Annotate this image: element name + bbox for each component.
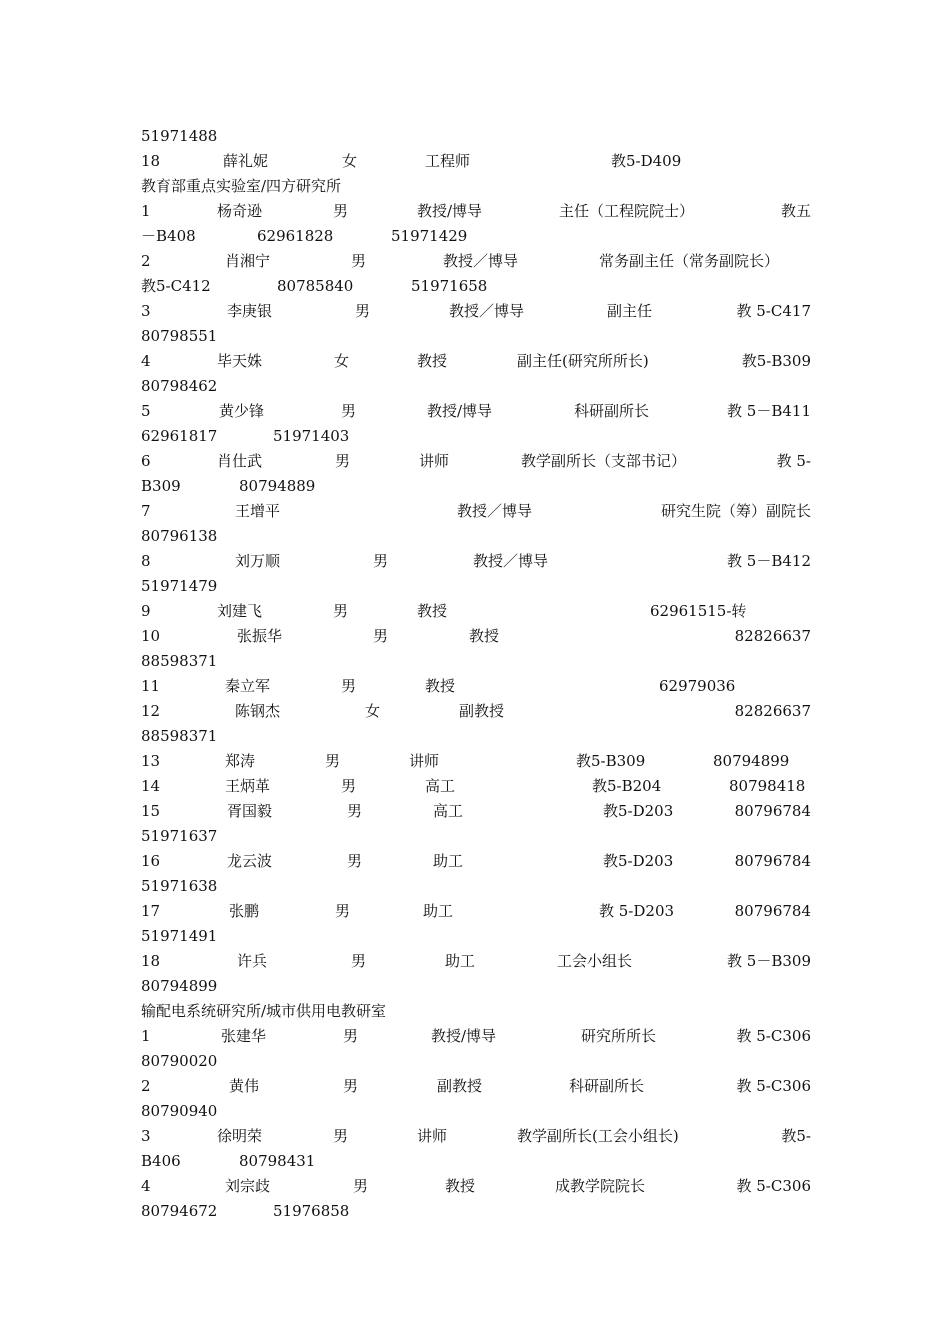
staff-row <box>141 299 811 324</box>
text-line <box>141 224 811 249</box>
text-line <box>141 524 811 549</box>
name: 许兵 <box>237 952 268 970</box>
gender: 男 <box>343 1027 359 1045</box>
name: 刘宗歧 <box>225 1177 271 1195</box>
index: 4 <box>141 1177 151 1195</box>
office: 教 5-D203 <box>599 902 675 920</box>
phone: 80796784 <box>734 902 811 920</box>
gender: 男 <box>341 777 357 795</box>
office: 教5-D203 <box>603 852 674 870</box>
name: 秦立军 <box>225 677 271 695</box>
text-line <box>141 924 811 949</box>
gender: 男 <box>347 802 363 820</box>
index: 3 <box>141 1127 151 1145</box>
phone: 80794899 <box>713 752 790 770</box>
staff-row <box>141 899 811 924</box>
phone: 80794672 <box>141 1202 218 1220</box>
phone: 62961817 <box>141 427 218 445</box>
index: 9 <box>141 602 151 620</box>
index: 12 <box>141 702 161 720</box>
section-title: 教育部重点实验室/四方研究所 <box>141 177 342 195</box>
office: 教5-D203 <box>603 802 674 820</box>
phone: 51971638 <box>141 877 218 895</box>
text-line <box>141 374 811 399</box>
position: 研究生院（筹）副院长 <box>660 502 811 520</box>
staff-row <box>141 699 811 724</box>
phone: 80798462 <box>141 377 218 395</box>
gender: 男 <box>343 1077 359 1095</box>
office: 教 5-C306 <box>736 1077 811 1095</box>
staff-row <box>141 1024 811 1049</box>
name: 胥国毅 <box>227 802 273 820</box>
name: 龙云波 <box>227 852 273 870</box>
index: 18 <box>141 152 161 170</box>
phone: 80790020 <box>141 1052 218 1070</box>
title: 助工 <box>445 952 476 970</box>
index: 8 <box>141 552 151 570</box>
index: 6 <box>141 452 151 470</box>
staff-row <box>141 674 811 699</box>
office: 教五 <box>780 202 811 220</box>
phone: 80790940 <box>141 1102 218 1120</box>
phone: 80785840 <box>277 277 354 295</box>
staff-row <box>141 849 811 874</box>
index: 1 <box>141 1027 151 1045</box>
staff-row <box>141 1174 811 1199</box>
position: 副主任 <box>607 302 653 320</box>
title: 讲师 <box>417 1127 448 1145</box>
title: 教授 <box>469 627 500 645</box>
title: 教授 <box>445 1177 476 1195</box>
text-line <box>141 1099 811 1124</box>
text-line <box>141 424 811 449</box>
index: 4 <box>141 352 151 370</box>
title: 教授／博导 <box>473 552 549 570</box>
staff-row <box>141 599 811 624</box>
office: 教5- <box>781 1127 811 1145</box>
name: 刘建飞 <box>217 602 263 620</box>
name: 肖湘宁 <box>225 252 271 270</box>
name: 张振华 <box>237 627 283 645</box>
phone: 88598371 <box>141 727 218 745</box>
title: 教授／博导 <box>443 252 519 270</box>
office: 教 5-C306 <box>736 1177 811 1195</box>
text-line <box>141 124 811 149</box>
staff-row <box>141 949 811 974</box>
position: 教学副所长（支部书记） <box>521 452 687 470</box>
title: 教授/博导 <box>431 1027 497 1045</box>
gender: 女 <box>365 702 381 720</box>
gender: 男 <box>333 1127 349 1145</box>
staff-row <box>141 774 811 799</box>
phone: 51971429 <box>391 227 468 245</box>
text-line <box>141 874 811 899</box>
staff-row <box>141 799 811 824</box>
gender: 男 <box>341 402 357 420</box>
office: B309 <box>141 477 181 495</box>
position: 科研副所长 <box>574 402 650 420</box>
index: 7 <box>141 502 151 520</box>
staff-row <box>141 749 811 774</box>
staff-row <box>141 399 811 424</box>
index: 3 <box>141 302 151 320</box>
gender: 女 <box>342 152 358 170</box>
name: 张鹏 <box>229 902 260 920</box>
phone: 82826637 <box>734 702 811 720</box>
text-line <box>141 1149 811 1174</box>
position: 副主任(研究所所长) <box>517 352 649 370</box>
office: 教 5－B411 <box>727 402 811 420</box>
title: 助工 <box>433 852 464 870</box>
staff-row <box>141 249 811 274</box>
name: 刘万顺 <box>235 552 281 570</box>
index: 11 <box>141 677 161 695</box>
gender: 男 <box>347 852 363 870</box>
text-line <box>141 1049 811 1074</box>
staff-row <box>141 199 811 224</box>
index: 1 <box>141 202 151 220</box>
office: B406 <box>141 1152 181 1170</box>
name: 黄少锋 <box>219 402 265 420</box>
phone: 62961515-转 <box>650 602 747 620</box>
name: 毕天姝 <box>217 352 263 370</box>
name: 薛礼妮 <box>223 152 269 170</box>
title: 高工 <box>433 802 464 820</box>
title: 讲师 <box>419 452 450 470</box>
gender: 男 <box>353 1177 369 1195</box>
text-line <box>141 324 811 349</box>
index: 10 <box>141 627 161 645</box>
index: 17 <box>141 902 161 920</box>
office: 教 5-C417 <box>736 302 811 320</box>
staff-row <box>141 349 811 374</box>
phone: 80796784 <box>734 802 811 820</box>
gender: 男 <box>341 677 357 695</box>
title: 教授／博导 <box>457 502 533 520</box>
gender: 男 <box>333 202 349 220</box>
title: 教授/博导 <box>417 202 483 220</box>
position: 科研副所长 <box>569 1077 645 1095</box>
phone: 80794899 <box>141 977 218 995</box>
office: 教 5－B309 <box>727 952 811 970</box>
section-heading <box>141 174 811 199</box>
title: 工程师 <box>425 152 471 170</box>
title: 高工 <box>425 777 456 795</box>
title: 讲师 <box>409 752 440 770</box>
index: 2 <box>141 1077 151 1095</box>
staff-row <box>141 549 811 574</box>
name: 王增平 <box>235 502 281 520</box>
phone: 51971658 <box>411 277 488 295</box>
gender: 男 <box>351 252 367 270</box>
office: 教5-B204 <box>592 777 662 795</box>
phone: 62979036 <box>659 677 736 695</box>
phone: 51971479 <box>141 577 218 595</box>
position: 研究所所长 <box>581 1027 657 1045</box>
staff-row <box>141 499 811 524</box>
office: 教 5- <box>776 452 811 470</box>
staff-row <box>141 1124 811 1149</box>
position: 成教学院院长 <box>555 1177 646 1195</box>
index: 2 <box>141 252 151 270</box>
phone: 51971637 <box>141 827 218 845</box>
phone: 80796784 <box>734 852 811 870</box>
phone: 51976858 <box>273 1202 350 1220</box>
name: 肖仕武 <box>217 452 263 470</box>
position: 教学副所长(工会小组长) <box>517 1127 679 1145</box>
index: 18 <box>141 952 161 970</box>
phone: 51971403 <box>273 427 350 445</box>
phone: 80798551 <box>141 327 218 345</box>
name: 陈钢杰 <box>235 702 281 720</box>
phone: 82826637 <box>734 627 811 645</box>
text-line <box>141 974 811 999</box>
title: 副教授 <box>437 1077 483 1095</box>
text-line <box>141 274 811 299</box>
phone: 51971491 <box>141 927 218 945</box>
office: 教 5-C306 <box>736 1027 811 1045</box>
phone: 80796138 <box>141 527 218 545</box>
title: 教授/博导 <box>427 402 493 420</box>
index: 5 <box>141 402 151 420</box>
position: 主任（工程院院士） <box>559 202 695 220</box>
title: 教授 <box>417 602 448 620</box>
name: 黄伟 <box>229 1077 260 1095</box>
office: 教5-B309 <box>576 752 646 770</box>
index: 15 <box>141 802 161 820</box>
phone: 62961828 <box>257 227 334 245</box>
office: 教5-C412 <box>141 277 211 295</box>
section-title: 输配电系统研究所/城市供用电教研室 <box>141 1002 387 1020</box>
staff-row <box>141 1074 811 1099</box>
gender: 男 <box>333 602 349 620</box>
phone: 80798418 <box>729 777 806 795</box>
gender: 男 <box>335 902 351 920</box>
gender: 男 <box>373 627 389 645</box>
office: 教5-B309 <box>741 352 811 370</box>
office: －B408 <box>141 227 196 245</box>
index: 16 <box>141 852 161 870</box>
gender: 男 <box>325 752 341 770</box>
title: 助工 <box>423 902 454 920</box>
index: 13 <box>141 752 161 770</box>
position: 常务副主任（常务副院长） <box>599 252 780 270</box>
text-line <box>141 649 811 674</box>
gender: 男 <box>373 552 389 570</box>
name: 张建华 <box>221 1027 267 1045</box>
title: 教授 <box>417 352 448 370</box>
text-line <box>141 824 811 849</box>
phone: 88598371 <box>141 652 218 670</box>
name: 徐明荣 <box>217 1127 263 1145</box>
staff-row <box>141 449 811 474</box>
title: 教授／博导 <box>449 302 525 320</box>
staff-row <box>141 149 811 174</box>
phone: 80794889 <box>239 477 316 495</box>
office: 教 5－B412 <box>727 552 811 570</box>
name: 王炳革 <box>225 777 271 795</box>
name: 郑涛 <box>225 752 256 770</box>
gender: 男 <box>355 302 371 320</box>
section-heading <box>141 999 811 1024</box>
text-line <box>141 724 811 749</box>
office: 教5-D409 <box>611 152 682 170</box>
gender: 男 <box>351 952 367 970</box>
text-line <box>141 474 811 499</box>
title: 教授 <box>425 677 456 695</box>
name: 李庚银 <box>227 302 273 320</box>
text-line <box>141 574 811 599</box>
name: 杨奇逊 <box>217 202 263 220</box>
staff-row <box>141 624 811 649</box>
gender: 男 <box>335 452 351 470</box>
gender: 女 <box>334 352 350 370</box>
title: 副教授 <box>459 702 505 720</box>
text-line <box>141 1199 811 1224</box>
phone: 51971488 <box>141 127 218 145</box>
index: 14 <box>141 777 161 795</box>
position: 工会小组长 <box>557 952 633 970</box>
phone: 80798431 <box>239 1152 316 1170</box>
